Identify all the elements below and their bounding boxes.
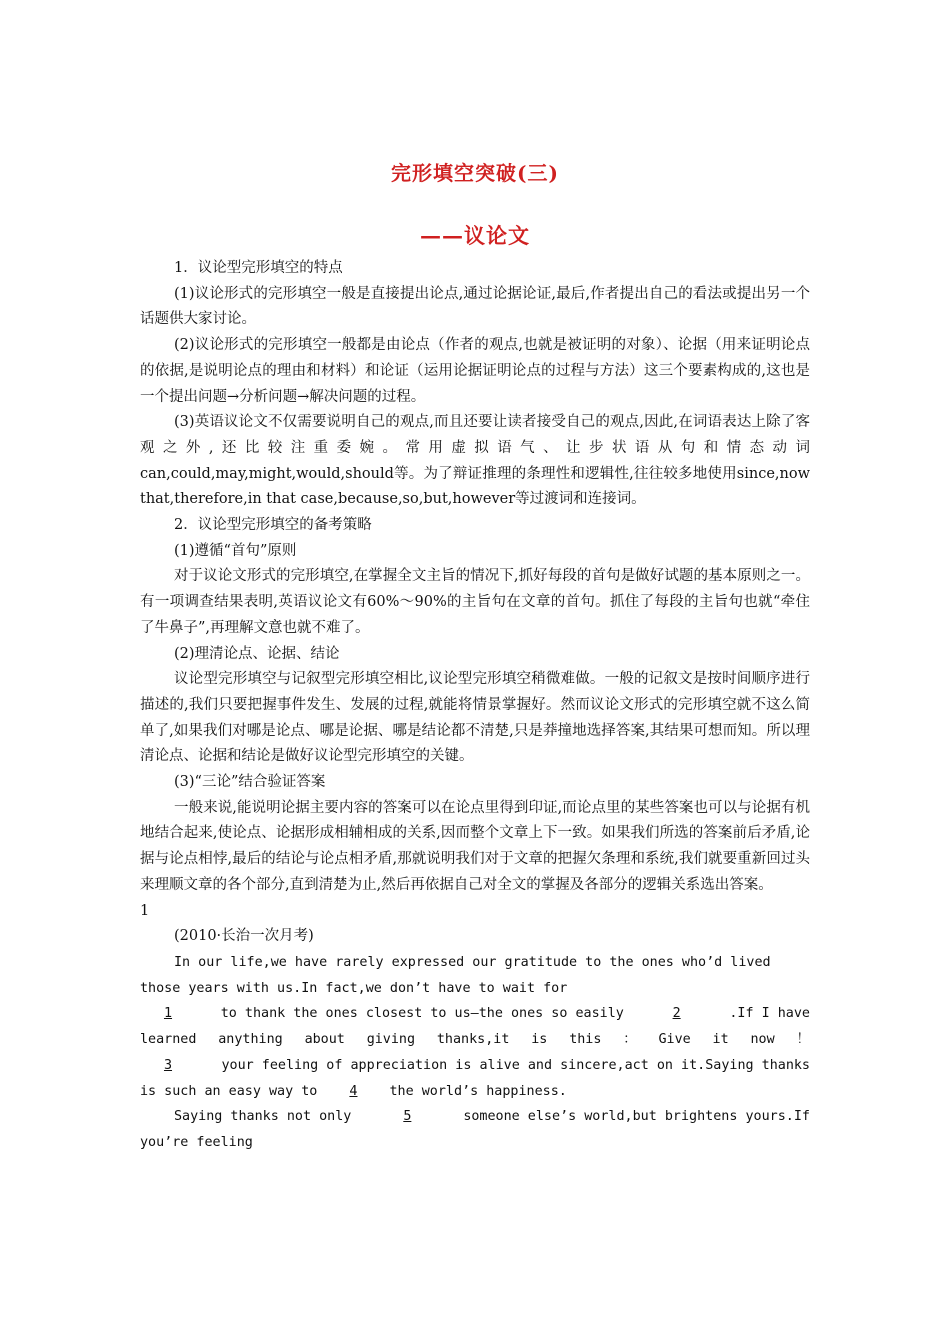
blank-1[interactable]: 1	[163, 1006, 173, 1022]
blank-5[interactable]: 5	[403, 1109, 412, 1125]
passage-word: is	[531, 1032, 548, 1048]
passage-word: thanks,it	[436, 1032, 510, 1048]
passage-word: learned	[140, 1032, 197, 1048]
passage-text: your feeling of appreciation is alive and sincere,act on it.Saying thanks	[221, 1057, 810, 1073]
passage-text: Saying thanks not only	[174, 1109, 352, 1125]
exercise-source: (2010·长治一次月考)	[174, 928, 314, 945]
passage-text: is such an easy way to	[140, 1083, 318, 1099]
paragraph: 对于议论文形式的完形填空,在掌握全文主旨的情况下,抓好每段的首句是做好试题的基本原则之一。有一项调查结果表明,英语议论文有60%～90%的主旨句在文章的首句。抓住了每段的主旨句也就“牵住了牛鼻子”,再理解文意也就不难了。	[140, 568, 810, 636]
passage-text: to thank the ones closest to us—the ones so easily	[220, 1006, 624, 1022]
sub-heading: (2)理清论点、论据、结论	[174, 645, 340, 662]
passage-word: ：	[623, 1032, 637, 1048]
passage-line	[140, 1104, 810, 1130]
passage-line: those years with us.In fact,we don’t have to wait for	[140, 980, 568, 996]
passage-word: about	[304, 1032, 345, 1048]
page-subtitle: ——议论文	[420, 223, 530, 248]
paragraph: (1)议论形式的完形填空一般是直接提出论点,通过论据论证,最后,作者提出自己的看法或提出另一个话题供大家讨论。	[140, 285, 810, 328]
paragraph: 一般来说,能说明论据主要内容的答案可以在论点里得到印证,而论点里的某些答案也可以与论据有机地结合起来,使论点、论据形成相辅相成的关系,因而整个文章上下一致。如果我们所选的答案前后矛盾,论据与论点相悖,最后的结论与论点相矛盾,那就说明我们对于文章的把握欠条理和系统,我们就要重新回过头来理顺文章的各个部分,直到清楚为止,然后再依据自己对全文的掌握及各部分的逻辑关系选出答案。	[140, 799, 810, 893]
passage-word: giving	[366, 1032, 416, 1048]
blank-2[interactable]: 2	[672, 1006, 681, 1022]
section-heading: 1．议论型完形填空的特点	[174, 260, 343, 276]
document-body	[140, 256, 810, 1156]
exercise-number: 1	[140, 902, 150, 919]
passage-line	[140, 1027, 810, 1053]
passage-word: it	[712, 1032, 729, 1048]
passage-word: ！	[796, 1032, 810, 1048]
passage-word: this	[569, 1032, 602, 1048]
passage-word: Give	[658, 1032, 691, 1048]
sub-heading: (3)“三论”结合验证答案	[174, 774, 326, 791]
passage-line	[140, 1079, 810, 1105]
passage-line	[140, 1053, 810, 1079]
blank-4[interactable]: 4	[349, 1083, 358, 1099]
sub-heading: (1)遵循“首句”原则	[174, 542, 297, 559]
exercise-passage	[140, 950, 810, 1156]
paragraph: (3)英语议论文不仅需要说明自己的观点,而且还要让读者接受自己的观点,因此,在词语表达上除了客观之外,还比较注重委婉。常用虚拟语气、让步状语从句和情态动词can,could,may,might,would,should等。为了辩证推理的条理性和逻辑性,往往较多地使用since,now that,therefore,in that case,because,so,but,however等过渡词和连接词。	[140, 414, 810, 508]
passage-line	[140, 1001, 810, 1027]
paragraph: (2)议论形式的完形填空一般都是由论点（作者的观点,也就是被证明的对象）、论据（用来证明论点的依据,是说明论点的理由和材料）和论证（运用论据证明论点的过程与方法）这三个要素构成的,这也是一个提出问题→分析问题→解决问题的过程。	[140, 337, 810, 405]
passage-line	[140, 1130, 810, 1156]
passage-word: now	[750, 1032, 775, 1048]
passage-text: you’re feeling	[140, 1134, 253, 1150]
passage-text: someone else’s world,but brightens yours.If	[463, 1109, 810, 1125]
paragraph: 议论型完形填空与记叙型完形填空相比,议论型完形填空稍微难做。一般的记叙文是按时间顺序进行描述的,我们只要把握事件发生、发展的过程,就能将情景掌握好。然而议论文形式的完形填空就不这么简单了,如果我们对哪是论点、哪是论据、哪是结论都不清楚,只是莽撞地选择答案,其结果可想而知。所以理清论点、论据和结论是做好议论型完形填空的关键。	[140, 671, 810, 765]
passage-text: the world’s happiness.	[389, 1083, 567, 1099]
passage-text: .If I have	[729, 1006, 810, 1022]
passage-line: In our life,we have rarely expressed our gratitude to the ones who’d lived	[174, 954, 771, 970]
passage-word: anything	[218, 1032, 283, 1048]
section-heading: 2．议论型完形填空的备考策略	[174, 517, 372, 534]
page-title: 完形填空突破(三)	[391, 161, 559, 185]
blank-3[interactable]: 3	[163, 1057, 173, 1073]
